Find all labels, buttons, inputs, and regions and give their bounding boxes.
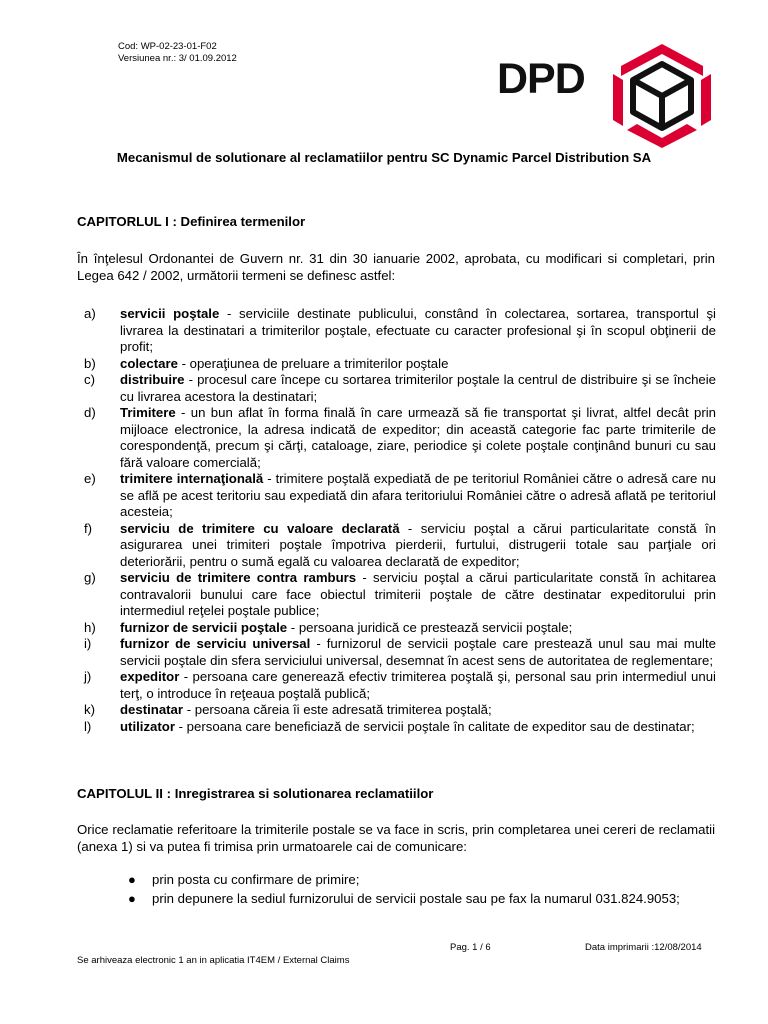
definition-text: - un bun aflat în forma finală în care urmează să fie transportat şi livrat, altfel decât prin mijloace electronice, la adresa indicată de expeditor; din această categorie fac parte trimiterile de corespondenţă, precum şi cărţi, cataloage, ziare, periodice şi colete poştale conţinând bunuri cu sau fără valoare comercială; [120,405,716,470]
definition-text: - serviciile destinate publicului, constând în colectarea, sortarea, transportul şi livrarea la destinatari a trimiterilor poştale, efectuate cu caracter profesional şi în scopul obţinerii de profit; [120,306,716,354]
document-code: Cod: WP-02-23-01-F02 [118,41,217,52]
definition-text: - trimitere poştală expediată de pe teritoriul României către o adresă care nu se află pe acest teritoriu sau expediată din afara teritoriului României către o adresă aflată pe teritoriul acesteia; [120,471,717,519]
definition-term: utilizator [120,718,175,734]
definition-term: serviciu de trimitere contra ramburs [120,570,357,585]
definition-item [84,471,716,521]
definition-term: furnizor de servicii poştale [120,619,288,635]
definition-item [84,372,716,405]
definition-letter: d) [84,405,96,420]
chapter-1-heading: CAPITORLUL I : Definirea termenilor [77,214,306,229]
definition-term: furnizor de serviciu universal [120,636,311,651]
parcel-cube-icon [607,40,717,152]
definition-item [84,356,716,373]
document-version: Versiunea nr.: 3/ 01.09.2012 [118,53,237,64]
dpd-logo [497,40,717,152]
logo-wordmark: DPD [497,55,585,103]
definition-item [84,405,716,471]
list-item [128,891,716,908]
definition-text: - persoana juridică ce prestează servicii poştale; [287,619,573,635]
definition-term: destinatar [120,702,184,717]
archive-note: Se arhiveaza electronic 1 an in aplicatia IT4EM / External Claims [77,955,350,966]
definition-text: - furnizorul de servicii poştale care prestează unul sau mai multe servicii poştale din sfera serviciului universal, desemnat în acest sens de autoritatea de reglementare; [120,636,716,668]
definition-term: Trimitere [120,405,176,420]
definition-text: - persoana care beneficiază de servicii poştale în calitate de expeditor sau de destinatar; [174,718,695,734]
definition-text: - procesul care începe cu sortarea trimiterilor poştale la centrul de distribuire şi se încheie cu livrarea acestora la destinatari; [120,372,716,404]
bullet-text: prin posta cu confirmare de primire; [152,872,360,887]
bullet-icon: ● [128,872,136,887]
document-title: Mecanismul de solutionare al reclamatiilor pentru SC Dynamic Parcel Distribution SA [116,150,652,165]
definition-item [84,306,716,356]
chapter-2-heading: CAPITOLUL II : Inregistrarea si solutionarea reclamatiilor [77,786,434,801]
definition-term: serviciu de trimitere cu valoare declarată [120,520,400,536]
definition-text: - serviciu poştal a cărui particularitate constă în achitarea contravalorii bunului care face obiectul trimiterii poştale de către destinatar expeditorului prin intermediul reţelei poştale publice; [120,570,716,618]
communication-channels-list [128,872,716,909]
definition-letter: b) [84,355,96,371]
definition-letter: f) [84,520,93,536]
definition-text: - serviciu poştal a cărui particularitate constă în asigurarea unei trimiteri poştale împotriva pierderii, furtului, distrugerii totale sau parţiale ori deteriorării, pentru o sumă egală cu valoarea declarată de expeditor; [120,520,716,569]
definition-item [84,702,716,719]
definition-item [84,669,716,702]
print-date: Data imprimarii :12/08/2014 [585,942,702,953]
document-meta [118,41,237,65]
definition-letter: i) [84,636,92,651]
definition-text: - operaţiunea de preluare a trimiterilor poştale [177,355,449,371]
definition-term: servicii poştale [120,306,220,321]
definition-letter: j) [84,669,92,684]
definition-letter: h) [84,619,96,635]
definition-text: - persoana căreia îi este adresată trimiterea poştală; [183,702,492,717]
definition-letter: l) [84,718,92,734]
definition-term: distribuire [120,372,185,387]
definition-letter: a) [84,306,96,321]
definition-item [84,620,716,637]
definition-item [84,570,716,620]
definition-term: trimitere internaţională [120,471,264,486]
definition-item [84,521,716,571]
page-number: Pag. 1 / 6 [450,942,491,953]
chapter-2-intro: Orice reclamatie referitoare la trimiterile postale se va face in scris, prin completarea unei cereri de reclamatii (anexa 1) si va putea fi trimisa prin urmatoarele cai de comunicare: [77,822,715,854]
chapter-1-intro: În înţelesul Ordonantei de Guvern nr. 31 din 30 ianuarie 2002, aprobata, cu modificari si completari, prin Legea 642 / 2002, următorii termeni se definesc astfel: [77,251,715,283]
list-item [128,872,716,889]
definition-item [84,636,716,669]
definitions-list [84,306,716,735]
bullet-icon: ● [128,890,136,906]
definition-letter: k) [84,702,95,717]
definition-text: - persoana care generează efectiv trimiterea poştală şi, personal sau prin intermediul unui terţ, o introduce în reţeaua poştală publică; [120,669,716,701]
definition-letter: g) [84,570,96,585]
definition-term: colectare [120,355,178,371]
definition-term: expeditor [120,669,180,684]
definition-letter: e) [84,471,96,486]
bullet-text: prin depunere la sediul furnizorului de servicii postale sau pe fax la numarul 031.824.9053; [152,890,680,906]
definition-letter: c) [84,372,95,387]
definition-item [84,719,716,736]
